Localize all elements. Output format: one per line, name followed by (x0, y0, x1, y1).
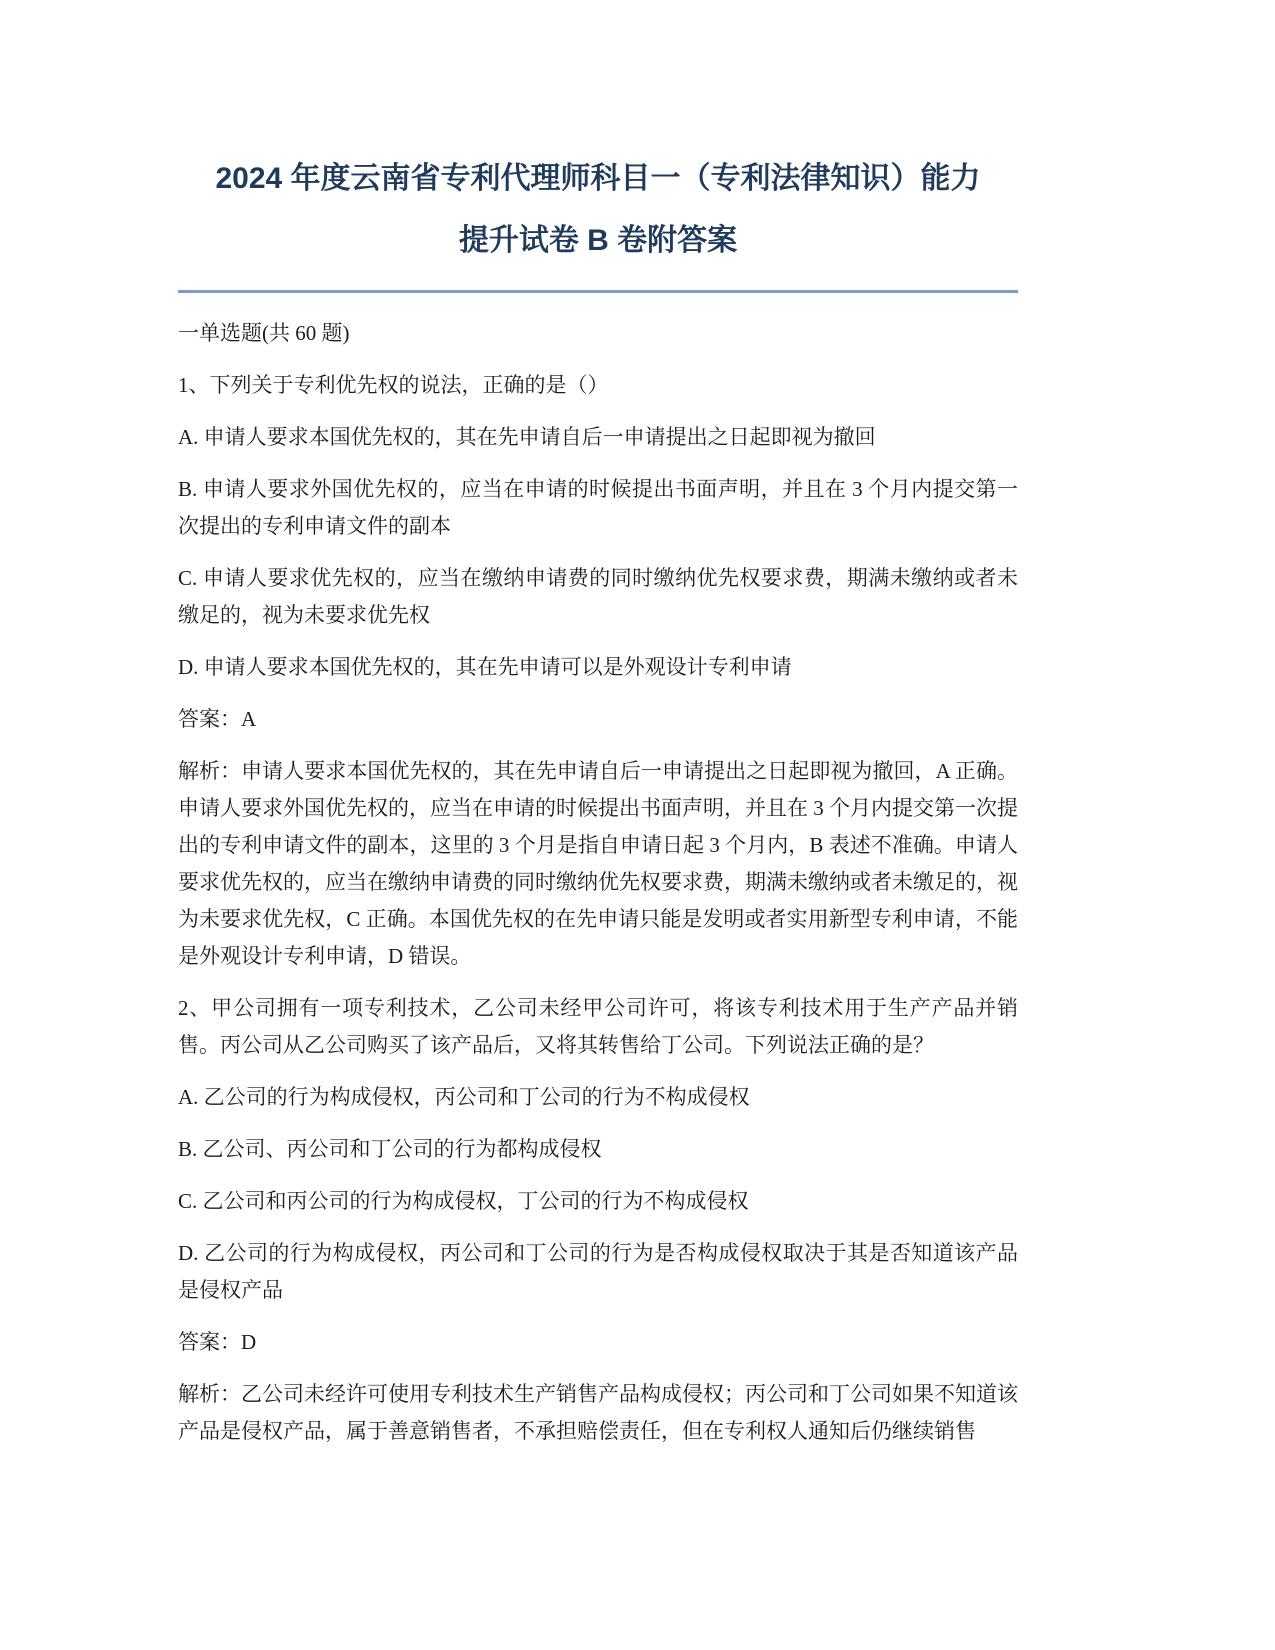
document-title (178, 148, 1018, 272)
question-2-answer: 答案：D (178, 1330, 257, 1354)
question-1-stem: 1、下列关于专利优先权的说法，正确的是（） (178, 373, 609, 397)
section-heading: 一单选题(共 60 题) (178, 321, 350, 345)
question-1-answer: 答案：A (178, 707, 257, 731)
question-2-stem: 2、甲公司拥有一项专利技术，乙公司未经甲公司许可，将该专利技术用于生产产品并销售。丙公司从乙公司购买了该产品后，又将其转售给丁公司。下列说法正确的是？ (178, 996, 1018, 1057)
question-2-option-a: A. 乙公司的行为构成侵权，丙公司和丁公司的行为不构成侵权 (178, 1085, 750, 1109)
question-2-option-c: C. 乙公司和丙公司的行为构成侵权，丁公司的行为不构成侵权 (178, 1189, 749, 1213)
title-divider (178, 290, 1018, 293)
question-1-option-b: B. 申请人要求外国优先权的，应当在申请的时候提出书面声明，并且在 3 个月内提交第一次提出的专利申请文件的副本 (178, 477, 1018, 538)
question-1-explanation: 解析：申请人要求本国优先权的，其在先申请自后一申请提出之日起即视为撤回，A 正确。申请人要求外国优先权的，应当在申请的时候提出书面声明，并且在 3 个月内提交第一次提出的专利申请文件的副本，这里的 3 个月是指自申请日起 3 个月内，B 表述不准确。申请人要求优先权的，应当在缴纳申请费的同时缴纳优先权要求费，期满未缴纳或者未缴足的，视为未要求优先权，C 正确。本国优先权的在先申请只能是发明或者实用新型专利申请，不能是外观设计专利申请，D 错误。 (178, 759, 1018, 968)
question-2-explanation: 解析：乙公司未经许可使用专利技术生产销售产品构成侵权；丙公司和丁公司如果不知道该产品是侵权产品，属于善意销售者，不承担赔偿责任，但在专利权人通知后仍继续销售 (178, 1382, 1018, 1443)
question-2-option-d: D. 乙公司的行为构成侵权，丙公司和丁公司的行为是否构成侵权取决于其是否知道该产品是侵权产品 (178, 1241, 1018, 1302)
question-1-option-c: C. 申请人要求优先权的，应当在缴纳申请费的同时缴纳优先权要求费，期满未缴纳或者未缴足的，视为未要求优先权 (178, 566, 1018, 627)
question-1-option-a: A. 申请人要求本国优先权的，其在先申请自后一申请提出之日起即视为撤回 (178, 425, 876, 449)
document-title-line-2: 提升试卷 B 卷附答案 (458, 224, 738, 257)
question-2 (178, 990, 1018, 1450)
document-title-line-1: 2024 年度云南省专利代理师科目一（专利法律知识）能力 (215, 162, 981, 195)
question-2-option-b: B. 乙公司、丙公司和丁公司的行为都构成侵权 (178, 1137, 602, 1161)
question-1 (178, 367, 1018, 975)
question-1-option-d: D. 申请人要求本国优先权的，其在先申请可以是外观设计专利申请 (178, 655, 792, 679)
document-content (0, 148, 1275, 1450)
